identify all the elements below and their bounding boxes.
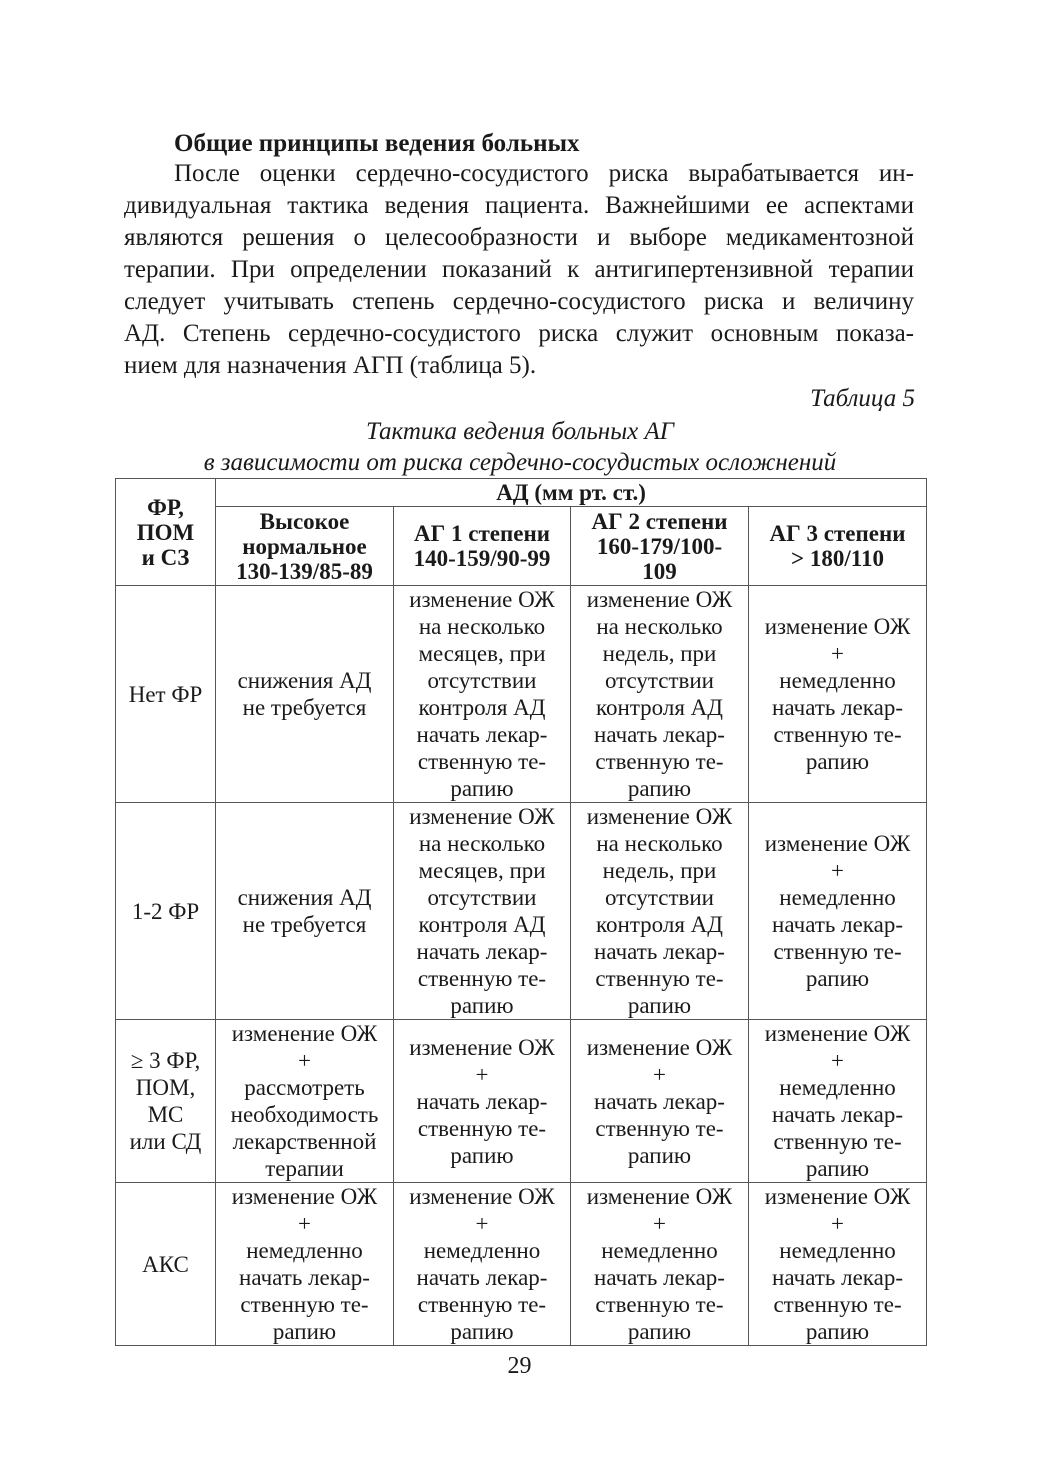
cell-line: ственную те- xyxy=(595,1115,724,1141)
paragraph-line: АД. Степень сердечно-сосудистого риска служит основным показа- xyxy=(124,320,914,347)
cell-line: изменение ОЖ xyxy=(764,831,911,856)
cell-line: отсутствии xyxy=(604,668,714,693)
cell-line: рапию xyxy=(450,1142,514,1168)
cell-line: начать лекар- xyxy=(416,939,548,964)
cell-line: рапию xyxy=(805,1319,870,1344)
cell-line: + xyxy=(831,858,845,883)
cell-line: контроля АД xyxy=(596,912,723,937)
page-number: 29 xyxy=(507,1353,532,1379)
cell-line: отсутствии xyxy=(427,668,537,693)
cell-line: немедленно xyxy=(423,1238,541,1263)
cell-line: изменение ОЖ xyxy=(586,587,733,612)
cell-line: начать лекар- xyxy=(772,695,903,720)
cell-line: месяцев, при xyxy=(418,641,546,666)
cell-line: изменение ОЖ xyxy=(409,587,555,612)
paragraph-line: нием для назначения АГП (таблица 5). xyxy=(124,352,537,379)
cell-line: ственную те- xyxy=(595,749,724,774)
table-cell xyxy=(571,586,749,803)
cell-line: 130-139/85-89 xyxy=(236,558,373,584)
cell-line: АГ 1 степени xyxy=(414,521,550,546)
cell-line: + xyxy=(831,1048,845,1073)
cell-line: контроля АД xyxy=(418,695,546,720)
cell-line: ственную те- xyxy=(417,1292,547,1317)
cell-line: 160-179/100- xyxy=(596,533,723,559)
cell-line: ственную те- xyxy=(773,1292,902,1317)
cell-line: начать лекар- xyxy=(416,1265,548,1290)
table-header-row xyxy=(116,479,927,507)
cell-line: изменение ОЖ xyxy=(764,1184,911,1209)
cell-line: ПОМ xyxy=(136,519,195,545)
cell-line: немедленно xyxy=(779,1075,896,1100)
bp-group-header: АД (мм рт. ст.) xyxy=(216,479,927,507)
cell-line: рапию xyxy=(450,993,514,1018)
cell-line: ФР, xyxy=(147,494,184,520)
cell-line: немедленно xyxy=(246,1238,363,1263)
cell-line: рапию xyxy=(272,1319,337,1344)
cell-line: 1-2 ФР xyxy=(131,898,200,924)
cell-line: немедленно xyxy=(779,885,896,910)
cell-line: необходимость xyxy=(230,1102,379,1127)
cell-line: начать лекар- xyxy=(416,1088,548,1114)
cell-line: АГ 3 степени xyxy=(769,521,906,546)
cell-line: рапию xyxy=(627,993,692,1018)
column-header-grade-2 xyxy=(571,507,749,586)
cell-line: рапию xyxy=(805,749,870,774)
cell-line: не требуется xyxy=(242,695,367,720)
cell-line: начать лекар- xyxy=(416,722,548,747)
cell-line: недель, при xyxy=(602,641,717,666)
cell-line: ственную те- xyxy=(595,1292,724,1317)
cell-line: снижения АД xyxy=(237,885,372,910)
table-cell xyxy=(394,1183,571,1346)
cell-line: ственную те- xyxy=(773,1129,902,1154)
paragraph-line: После оценки сердечно-сосудистого риска вырабатывается ин- xyxy=(174,160,914,187)
cell-line: отсутствии xyxy=(604,885,714,910)
table-number-label: Таблица 5 xyxy=(810,385,915,412)
cell-line: > 180/110 xyxy=(791,546,885,571)
cell-line: начать лекар- xyxy=(772,1265,903,1290)
cell-line: немедленно xyxy=(779,1238,896,1263)
cell-line: ственную те- xyxy=(773,939,902,964)
cell-line: рапию xyxy=(627,1142,692,1168)
cell-line: + xyxy=(298,1211,311,1236)
cell-line: + xyxy=(831,641,845,666)
cell-line: рапию xyxy=(450,776,514,801)
cell-line: не требуется xyxy=(242,912,367,937)
cell-line: + xyxy=(475,1211,489,1236)
row-label xyxy=(116,1020,216,1183)
cell-line: на несколько xyxy=(596,831,723,856)
table-cell xyxy=(216,1020,394,1183)
table-cell xyxy=(394,586,571,803)
table-caption-line-1: Тактика ведения больных АГ xyxy=(366,418,674,445)
risk-management-table xyxy=(115,478,927,1346)
cell-line: + xyxy=(475,1061,489,1087)
risk-factors-header xyxy=(116,479,216,586)
cell-line: на несколько xyxy=(418,614,546,639)
cell-line: ственную те- xyxy=(595,966,724,991)
table-cell xyxy=(571,803,749,1020)
cell-line: + xyxy=(653,1211,666,1236)
table-cell xyxy=(749,586,927,803)
paragraph-line: дивидуальная тактика ведения пациента. Важнейшими ее аспектами xyxy=(124,192,914,219)
cell-line: нормальное xyxy=(242,533,367,559)
cell-line: АГ 2 степени xyxy=(591,508,728,534)
cell-line: + xyxy=(831,1211,845,1236)
cell-line: + xyxy=(298,1048,311,1073)
table-row-acs xyxy=(116,1183,927,1346)
cell-line: ственную те- xyxy=(417,749,547,774)
paragraph-line: являются решения о целесообразности и выборе медикаментозной xyxy=(124,224,914,251)
cell-line: снижения АД xyxy=(237,668,372,693)
cell-line: начать лекар- xyxy=(772,912,903,937)
column-header-grade-3 xyxy=(749,507,927,586)
paragraph-line: следует учитывать степень сердечно-сосудистого риска и величину xyxy=(124,288,914,315)
table-cell xyxy=(571,1183,749,1346)
table-row-1-2-rf xyxy=(116,803,927,1020)
table-cell xyxy=(216,1183,394,1346)
cell-line: + xyxy=(653,1061,666,1087)
cell-line: ПОМ, xyxy=(135,1075,196,1100)
cell-line: начать лекар- xyxy=(772,1102,903,1127)
cell-line: лекарственной xyxy=(232,1129,377,1154)
cell-line: 140-159/90-99 xyxy=(413,546,551,571)
table-row-3plus-rf xyxy=(116,1020,927,1183)
cell-line: изменение ОЖ xyxy=(231,1184,378,1209)
cell-line: 109 xyxy=(642,558,677,584)
cell-line: изменение ОЖ xyxy=(409,1184,555,1209)
cell-line: ≥ 3 ФР, xyxy=(130,1048,201,1073)
row-label xyxy=(116,1183,216,1346)
cell-line: изменение ОЖ xyxy=(586,1184,733,1209)
cell-line: контроля АД xyxy=(418,912,546,937)
cell-line: терапии xyxy=(265,1156,344,1181)
cell-line: немедленно xyxy=(601,1238,718,1263)
table-cell xyxy=(749,1183,927,1346)
cell-line: начать лекар- xyxy=(594,1265,725,1290)
cell-line: рапию xyxy=(450,1319,514,1344)
cell-line: начать лекар- xyxy=(594,939,725,964)
cell-line: МС xyxy=(147,1102,184,1127)
table-cell xyxy=(394,1020,571,1183)
table-caption-line-2: в зависимости от риска сердечно-сосудистых осложнений xyxy=(203,449,837,476)
cell-line: контроля АД xyxy=(596,695,723,720)
section-title: Общие принципы ведения больных xyxy=(174,130,580,157)
table-cell xyxy=(749,803,927,1020)
intro-paragraph xyxy=(124,158,914,382)
table-cell xyxy=(216,803,394,1020)
cell-line: на несколько xyxy=(596,614,723,639)
row-label xyxy=(116,586,216,803)
cell-line: Нет ФР xyxy=(128,681,203,707)
cell-line: недель, при xyxy=(602,858,717,883)
cell-line: начать лекар- xyxy=(594,722,725,747)
cell-line: начать лекар- xyxy=(239,1265,370,1290)
row-label xyxy=(116,803,216,1020)
column-header-grade-1 xyxy=(394,507,571,586)
cell-line: АКС xyxy=(142,1251,189,1277)
cell-line: рапию xyxy=(627,1319,692,1344)
cell-line: на несколько xyxy=(418,831,546,856)
cell-line: начать лекар- xyxy=(594,1088,725,1114)
cell-line: изменение ОЖ xyxy=(586,1034,733,1060)
cell-line: ственную те- xyxy=(417,966,547,991)
cell-line: ственную те- xyxy=(417,1115,547,1141)
cell-line: или СД xyxy=(129,1129,202,1154)
cell-line: изменение ОЖ xyxy=(764,1021,911,1046)
cell-line: изменение ОЖ xyxy=(409,1034,555,1060)
cell-line: рапию xyxy=(627,776,692,801)
cell-line: рапию xyxy=(805,966,870,991)
table-row-no-rf xyxy=(116,586,927,803)
cell-line: изменение ОЖ xyxy=(409,804,555,829)
table-cell xyxy=(394,803,571,1020)
cell-line: рассмотреть xyxy=(244,1075,365,1100)
cell-line: отсутствии xyxy=(427,885,537,910)
table-cell xyxy=(571,1020,749,1183)
table-subheader-row xyxy=(116,507,927,586)
table-cell xyxy=(216,586,394,803)
cell-line: и СЗ xyxy=(141,544,190,570)
cell-line: Высокое xyxy=(259,508,350,534)
cell-line: изменение ОЖ xyxy=(764,614,911,639)
cell-line: месяцев, при xyxy=(418,858,546,883)
column-header-high-normal xyxy=(216,507,394,586)
cell-line: немедленно xyxy=(779,668,896,693)
cell-line: ственную те- xyxy=(773,722,902,747)
cell-line: изменение ОЖ xyxy=(231,1021,378,1046)
cell-line: ственную те- xyxy=(240,1292,369,1317)
cell-line: рапию xyxy=(805,1156,870,1181)
cell-line: изменение ОЖ xyxy=(586,804,733,829)
table-cell xyxy=(749,1020,927,1183)
paragraph-line: терапии. При определении показаний к антигипертензивной терапии xyxy=(124,256,914,283)
